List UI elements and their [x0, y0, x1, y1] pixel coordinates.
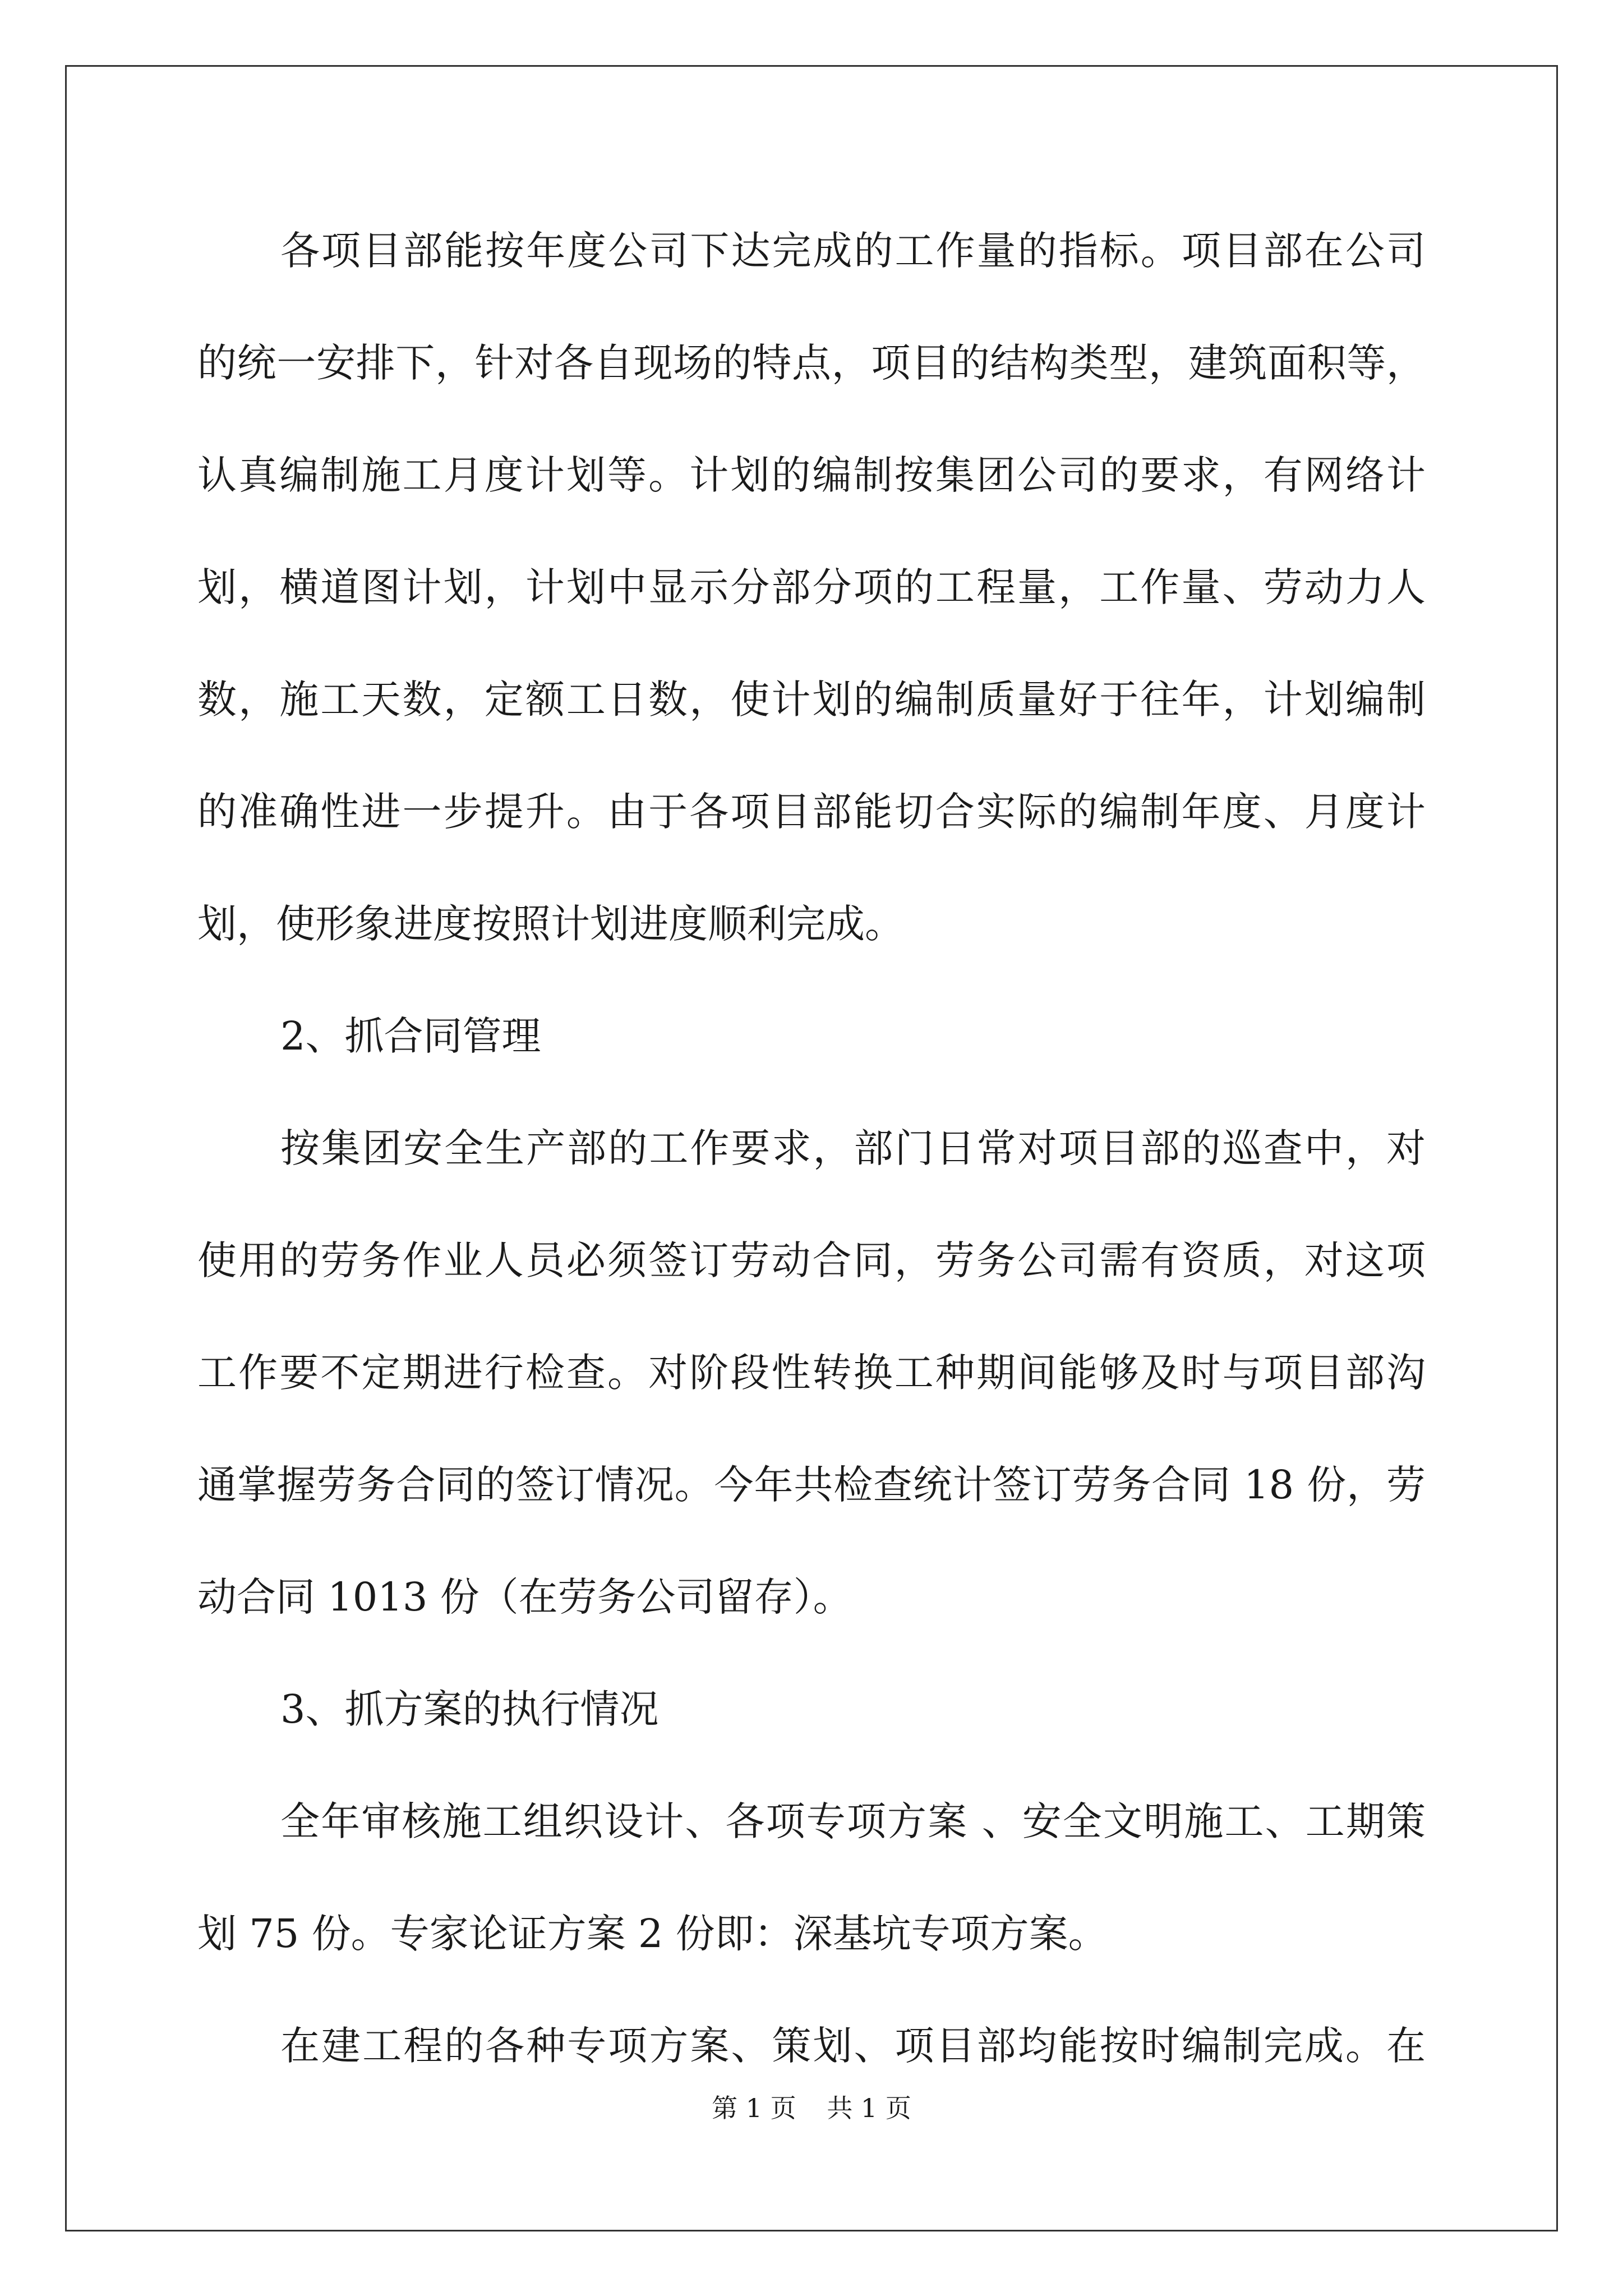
paragraph-1-line-5: 数，施工天数，定额工日数，使计划的编制质量好于往年，计划编制: [197, 677, 1426, 723]
paragraph-1-line-1: 各项目部能按年度公司下达完成的工作量的指标。项目部在公司: [280, 228, 1426, 274]
section-heading-contract-management: 2、抓合同管理: [280, 1013, 541, 1059]
section-heading-plan-execution: 3、抓方案的执行情况: [280, 1686, 659, 1732]
paragraph-3-line-1: 全年审核施工组织设计、各项专项方案 、安全文明施工、工期策: [280, 1798, 1426, 1844]
page-number-current: 第 1 页: [712, 2093, 796, 2123]
paragraph-3-line-2: 划 75 份。专家论证方案 2 份即：深基坑专项方案。: [197, 1911, 1108, 1957]
paragraph-1-line-3: 认真编制施工月度计划等。计划的编制按集团公司的要求，有网络计: [197, 452, 1426, 498]
paragraph-2-line-2: 使用的劳务作业人员必须签订劳动合同，劳务公司需有资质，对这项: [197, 1237, 1426, 1283]
page-number-total: 共 1 页: [827, 2093, 911, 2123]
paragraph-2-line-1: 按集团安全生产部的工作要求，部门日常对项目部的巡查中，对: [280, 1125, 1426, 1171]
paragraph-4-line-1: 在建工程的各种专项方案、策划、项目部均能按时编制完成。在: [280, 2023, 1426, 2069]
paragraph-1-line-6: 的准确性进一步提升。由于各项目部能切合实际的编制年度、月度计: [197, 789, 1426, 835]
page-footer: [0, 2091, 1623, 2125]
paragraph-1-line-7: 划，使形象进度按照计划进度顺利完成。: [197, 901, 904, 947]
paragraph-1-line-4: 划，横道图计划，计划中显示分部分项的工程量，工作量、劳动力人: [197, 564, 1426, 610]
paragraph-1-line-2: 的统一安排下，针对各自现场的特点，项目的结构类型，建筑面积等，: [197, 340, 1426, 386]
paragraph-2-line-4: 通掌握劳务合同的签订情况。今年共检查统计签订劳务合同 18 份，劳: [197, 1462, 1426, 1508]
paragraph-2-line-3: 工作要不定期进行检查。对阶段性转换工种期间能够及时与项目部沟: [197, 1350, 1426, 1396]
paragraph-2-line-5: 动合同 1013 份（在劳务公司留存）。: [197, 1574, 852, 1620]
